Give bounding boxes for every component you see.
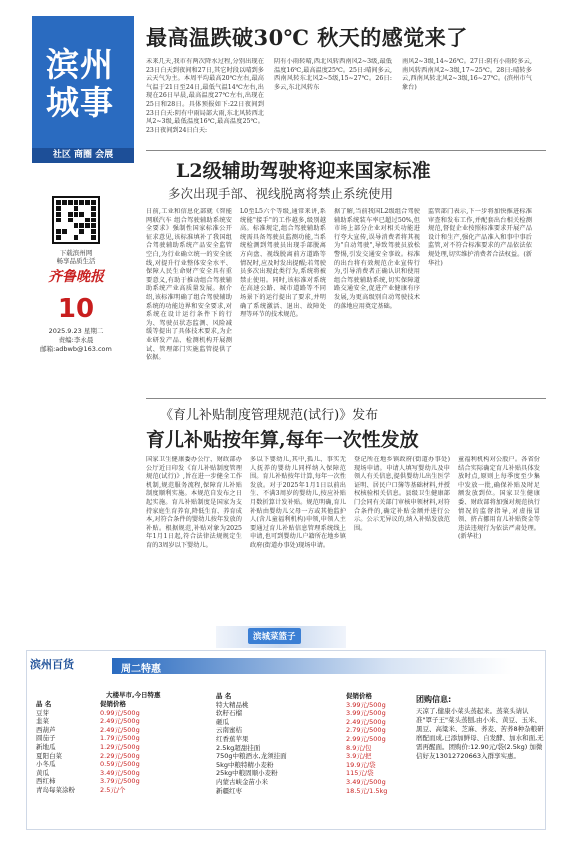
- table-row: [36, 786, 186, 795]
- price-table-2: [216, 692, 406, 795]
- table-row: [36, 726, 186, 735]
- product-name: 圆茄子: [36, 734, 56, 743]
- adas-col-4: 监管部门表示,下一步将加快推进标准审查和发布工作,并配套出台相关检测规范,督促企业按照标准要求开展产品设计和生产,强化产品准入和事中事后监管,对不符合标准要求的产品依法依规处理,切实维护消费者合法权益。(新华社): [428, 208, 532, 267]
- product-name: 西葫芦: [36, 725, 56, 734]
- section-title-block: [32, 16, 134, 148]
- adas-col-1: 日前,工业和信息化部就《智能网联汽车 组合驾驶辅助系统安全要求》强制性国家标准公开征求意见,该标准填补了我国组合驾驶辅助系统产品安全监管空白,为行业确立统一的安全底线,对提升行业整体安全水平、保障人民生命财产安全具有重要意义,有助于推动组合驾驶辅助系统产业高质量发展。据介绍,该标准明确了组合驾驶辅助系统的功能边界和安全要求,对系统在设计运行条件下的行为、驾驶员状态监测、风险减缓等提出了具体技术要求,为企业研发产品、检测机构开展测试、管理部门实施监管提供了依据。: [146, 208, 232, 362]
- product-name: 5kg中粮特精小麦粉: [216, 760, 274, 769]
- product-name: 25kg中粮固顺小麦粉: [216, 769, 278, 778]
- product-name: 砸瓜: [216, 717, 229, 726]
- childcare-headline: 育儿补贴按年算,每年一次性发放: [146, 429, 419, 451]
- col-header: 品 名: [36, 700, 52, 708]
- product-name: 豆芽: [36, 708, 49, 717]
- product-price: 3.99元/500g: [346, 700, 386, 709]
- product-price: 3.49元/500g: [100, 768, 140, 777]
- childcare-kicker: 《育儿补贴制度管理规范(试行)》发布: [160, 408, 379, 423]
- table-row: [36, 717, 186, 726]
- product-name: 云南蜜桔: [216, 726, 242, 735]
- product-name: 青岛每菜涂粉: [36, 785, 75, 794]
- product-price: 19.9元/袋: [346, 760, 376, 769]
- product-price: 1.29元/500g: [100, 742, 140, 751]
- product-name: 夏阳白菜: [36, 751, 62, 760]
- table-row: [36, 769, 186, 778]
- childcare-col-3: 登记所在地乡镇政府(街道办事处)现场申请。申请人填写婴幼儿及申领人有关信息,提供婴幼儿出生医学证明、居民户口簿等基础材料,并授权核验相关信息。县级卫生健康部门会同有关部门审核申领材料,对符合条件的,确定补贴金额并进行公示。公示无异议的,纳入补贴发放范围。: [354, 456, 450, 532]
- product-price: 0.59元/500g: [100, 760, 140, 769]
- editor: 责编:李永晨: [58, 336, 94, 344]
- product-name: 黄瓜: [36, 768, 49, 777]
- product-name: 2.5kg超甜挂面: [216, 743, 261, 752]
- product-price: 18.5元/1.5kg: [346, 786, 388, 795]
- table-row: [36, 752, 186, 761]
- childcare-col-4: 童福利机构对公股户。各省份结合实际确定育儿补贴具体发放时点,原则上每季度至少集中发放一批,确保补贴及时足额发放到位。国家卫生健康委、财政部将加强对规范执行情况的监督指导,对虚报冒领、挤占挪用育儿补贴资金等违法违规行为依法严肃处理。(新华社): [458, 456, 540, 541]
- childcare-col-2: 多以下婴幼儿,其中,孤儿、事实无人抚养的婴幼儿同样纳入保障范围。育儿补贴按年计算,每年一次性发放。对于2025年1月1日以前出生、不满3周岁的婴幼儿,按应补贴月数折算计发补贴。规范明确,育儿补贴由婴幼儿父母一方或其他监护人(含儿童福利机构)申领,申领人主要通过育儿补贴信息管理系统线上申请,也可到婴幼儿户籍所在地乡镇政府(街道办事处)现场申请。: [250, 456, 346, 549]
- adas-subheadline: 多次出现手部、视线脱离将禁止系统使用: [168, 186, 394, 201]
- weather-col-1: 未来几天,我市有两次降水过程,分别出现在23日白天到夜间和27日,其它时段以晴到多云天气为主。本周平均最高20℃左右,最高气温于21日至24日,最低气温14℃左右,出现在26日早晨,最高温度27℃左右,出现在25日和28日。具体预报如下:22日夜间到23日白天:阴有中雨局部大雨,东北风转西北风2~3级,最低温度16℃,最高温度25℃。23日夜间到24日白天:: [146, 58, 264, 134]
- table-row: [216, 778, 406, 787]
- table-row: [216, 701, 406, 710]
- product-price: 3.9元/把: [346, 752, 372, 761]
- table-row: [216, 718, 406, 727]
- group-buy-text: 天凉了,健康小菜头蒸起来。蒸菜头请认准"罩子王"菜头蒸刨,由小米、黄豆、玉米、黑豆、高粱米、芝麻、荞麦、苦荞8种杂粮研磨配而成,已添加鲜母、自发酵、加水和面,无需再醒面。团购价:12.90元/袋(2.5kg) 加微信好友13012720663入群享实惠。: [416, 706, 544, 760]
- col-header: 促销价格: [346, 692, 372, 700]
- weather-headline: 最高温跌破30℃ 秋天的感觉来了: [146, 25, 468, 50]
- product-price: 3.79元/500g: [100, 777, 140, 786]
- table-row: [216, 744, 406, 753]
- weather-col-3: 南风2~3级,14~26℃。27日:阴有小雨转多云,南风转西南风2~3级,17~25℃。28日:晴转多云,西南风转北风2~3级,16~27℃。(滨州市气象台): [402, 58, 532, 91]
- qr-caption: 下载滨州网: [59, 249, 93, 257]
- product-price: 2.49元/500g: [346, 717, 386, 726]
- qr-code-icon[interactable]: [52, 196, 100, 244]
- ad-tagline: 大楼早市,今日特惠: [106, 691, 161, 699]
- table-row: [216, 726, 406, 735]
- divider: [146, 150, 546, 151]
- product-price: 3.49元/500g: [346, 777, 386, 786]
- product-price: 2.49元/500g: [100, 725, 140, 734]
- group-buy-info: [416, 696, 544, 820]
- product-price: 115元/袋: [346, 769, 374, 778]
- table-row: [36, 709, 186, 718]
- table-row: [216, 752, 406, 761]
- store-logo: 滨州百货: [30, 658, 74, 671]
- product-price: 2.29元/500g: [100, 751, 140, 760]
- product-price: 2.49元/500g: [100, 717, 140, 726]
- page-number: 10: [57, 294, 95, 324]
- adas-col-3: 据了解,当前我国L2级组合驾驶辅助系统装车率已超过50%,但市场上部分企业对相关功能进行夸大宣传,误导消费者将其视为"自动驾驶",导致驾驶员放松警惕,引发交通安全事故。标准的出台将有效规范企业宣传行为,引导消费者正确认识和使用组合驾驶辅助系统,切实保障道路交通安全,促进产业健康有序发展,为更高级别自动驾驶技术的落地应用奠定基础。: [334, 208, 420, 310]
- product-price: 2.79元/500g: [346, 726, 386, 735]
- product-price: 2.99元/500g: [346, 734, 386, 743]
- childcare-col-1: 国家卫生健康委办公厅、财政部办公厅近日印发《育儿补贴制度管理规范(试行)》,旨在进一步健全工作机制,规范服务流程,保障育儿补贴制度顺利实施。本规范自发布之日起实施。育儿补贴制度是国家为支持家庭生育养育,降低生育、养育成本,对符合条件的婴幼儿按年发放的补贴。根据规范,补贴对象为2025年1月1日起,符合法律法规规定生育的3周岁以下婴幼儿。: [146, 456, 242, 549]
- group-buy-title: 团购信息:: [416, 695, 452, 704]
- product-name: 特大精品桃: [216, 700, 249, 709]
- product-name: 内蒙古峡金苗小米: [216, 777, 268, 786]
- product-price: 2.5元/个: [100, 785, 126, 794]
- table-row: [216, 787, 406, 796]
- qr-caption-2: 畅享品质生活: [56, 257, 96, 265]
- ad-banner-label: 滨城菜篮子: [248, 628, 301, 644]
- table-row: [36, 777, 186, 786]
- product-price: 3.99元/500g: [346, 709, 386, 718]
- section-title: 滨州城事: [46, 45, 114, 122]
- col-header: 品 名: [216, 692, 232, 700]
- adas-col-2: L0至L5六个等级,通常来讲,系统能"接手"的工作越多,级别越高。标准规定,组合驾驶辅助系统需具备驾驶员监测功能,当系统检测到驾驶员出现手部脱离方向盘、视线脱离前方道路等情况时,应及时发出提醒;若驾驶员多次出现此类行为,系统将被禁止使用。同时,该标准对系统在高速公路、城市道路等不同场景下的运行提出了要求,并明确了系统激活、退出、故障处理等环节的技术规范。: [240, 208, 326, 319]
- special-label: 周二特惠: [121, 664, 161, 675]
- price-table-1: [36, 700, 186, 795]
- product-name: 新地瓜: [36, 742, 56, 751]
- adas-headline: L2级辅助驾驶将迎来国家标准: [176, 160, 431, 182]
- col-header: 促销价格: [100, 700, 126, 708]
- product-price: 1.79元/500g: [100, 734, 140, 743]
- product-price: 8.9元/包: [346, 743, 372, 752]
- product-name: 小冬瓜: [36, 760, 56, 769]
- divider: [146, 398, 546, 399]
- product-price: 0.99元/500g: [100, 708, 140, 717]
- weather-col-2: 阴有小雨转晴,西北风转西南风2~3级,最低温度16℃,最高温度25℃。25日:晴间多云,西南风转东北风2~5级,15~27℃。26日:多云,东北风转东: [274, 58, 392, 91]
- table-row: [216, 735, 406, 744]
- table-row: [216, 769, 406, 778]
- product-name: 软籽石榴: [216, 709, 242, 718]
- table-row: [216, 709, 406, 718]
- issue-date: 2025.9.23 星期二: [48, 327, 104, 335]
- table-row: [36, 743, 186, 752]
- section-categories: 社区 商圈 会展: [32, 148, 134, 163]
- paper-brand-logo: 齐鲁晚报: [48, 269, 104, 285]
- product-name: 红香蕉苹果: [216, 734, 249, 743]
- product-name: 西红柿: [36, 777, 56, 786]
- table-row: [36, 760, 186, 769]
- product-name: 新疆红枣: [216, 786, 242, 795]
- special-bar: [112, 658, 512, 674]
- product-name: 750g中粮酒水,龙须挂面: [216, 752, 287, 761]
- product-name: 韭菜: [36, 717, 49, 726]
- table-row: [36, 734, 186, 743]
- email: 邮箱:adbwb@163.com: [40, 345, 112, 353]
